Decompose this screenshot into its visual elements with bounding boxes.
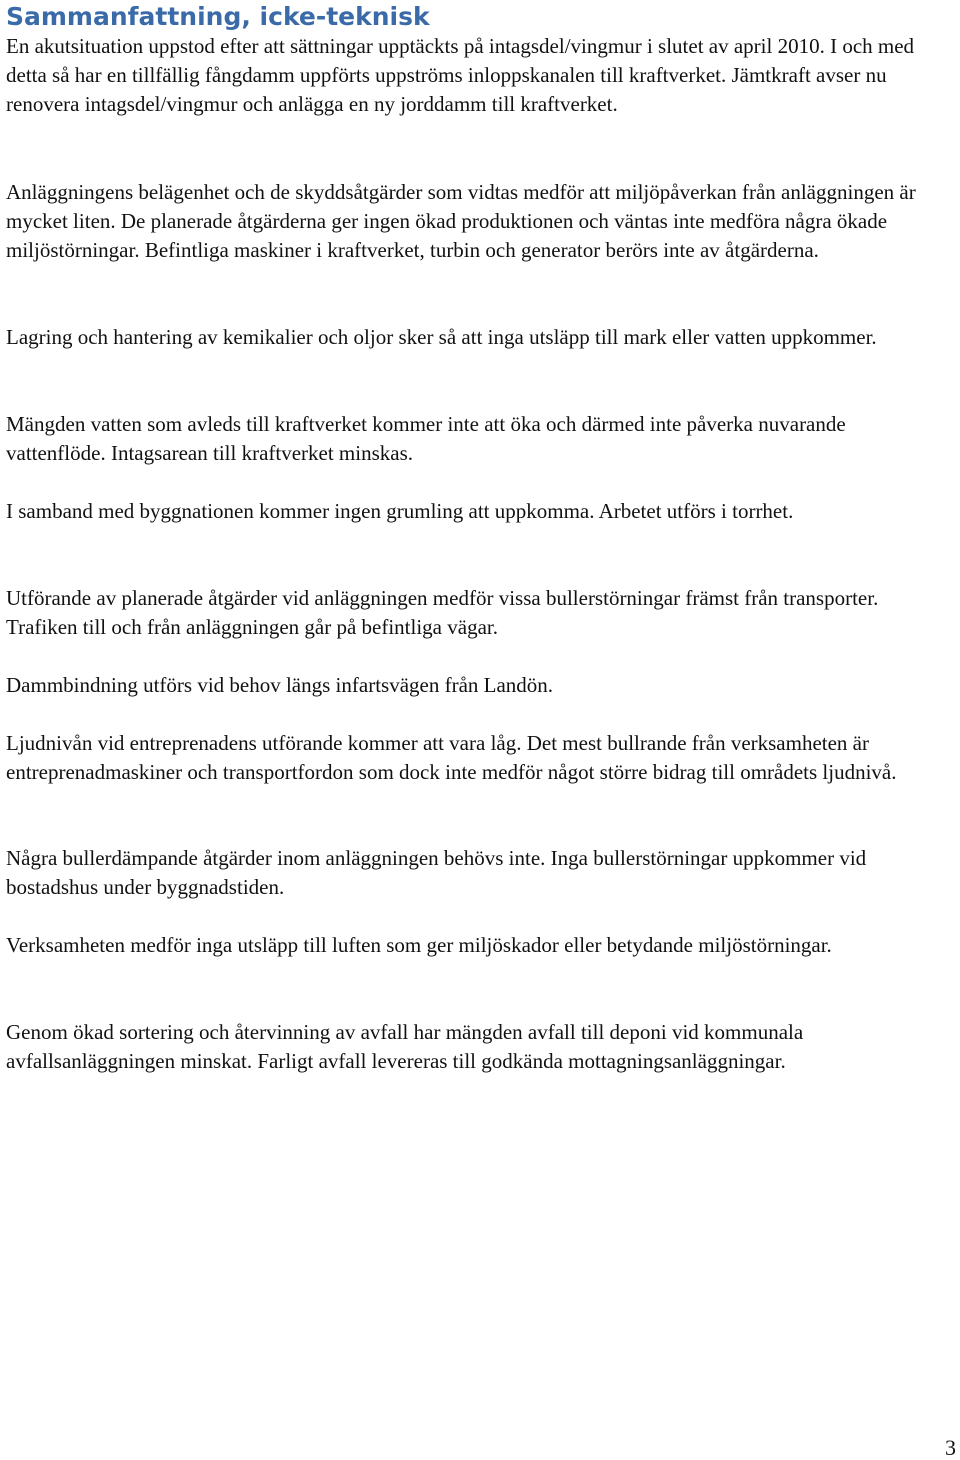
section-heading: Sammanfattning, icke-teknisk (6, 2, 430, 31)
page-number: 3 (945, 1435, 956, 1460)
paragraph-water: Mängden vatten som avleds till kraftverket kommer inte att öka och därmed inte påverka nuvarande vattenflöde. Intagsarean till kraftverket minskas. (6, 412, 846, 465)
paragraph-intro: En akutsituation uppstod efter att sättningar upptäckts på intagsdel/vingmur i slutet av april 2010. I och med detta så har en tillfällig fångdamm uppförts uppströms inloppskanalen till kraftverket. Jämtkraft avser nu renovera intagsdel/vingmur och anlägga en ny jorddamm till kraftverket. (6, 34, 915, 116)
paragraph-location: Anläggningens belägenhet och de skyddsåtgärder som vidtas medför att miljöpåverkan från anläggningen är mycket liten. De planerade åtgärderna ger ingen ökad produktionen och väntas inte medföra några ökade miljöstörningar. Befintliga maskiner i kraftverket, turbin och generator berörs inte av åtgärderna. (6, 180, 916, 262)
paragraph-construction: I samband med byggnationen kommer ingen grumling att uppkomma. Arbetet utförs i torrhet. (6, 499, 794, 523)
paragraph-noise-measures: Några bullerdämpande åtgärder inom anläggningen behövs inte. Inga bullerstörningar uppkommer vid bostadshus under byggnadstiden. (6, 846, 867, 899)
paragraph-dust: Dammbindning utförs vid behov längs infartsvägen från Landön. (6, 673, 554, 697)
paragraph-air: Verksamheten medför inga utsläpp till luften som ger miljöskador eller betydande miljöstörningar. (6, 933, 832, 957)
paragraph-waste: Genom ökad sortering och återvinning av avfall har mängden avfall till deponi vid kommunala avfallsanläggningen minskat. Farligt avfall levereras till godkända mottagningsanläggningar. (6, 1020, 804, 1073)
paragraph-chemicals: Lagring och hantering av kemikalier och oljor sker så att inga utsläpp till mark eller vatten uppkommer. (6, 325, 877, 349)
paragraph-noise-level: Ljudnivån vid entreprenadens utförande kommer att vara låg. Det mest bullrande från verksamheten är entreprenadmaskiner och transportfordon som dock inte medför något större bidrag till områdets ljudnivå. (6, 731, 897, 784)
paragraph-transport: Utförande av planerade åtgärder vid anläggningen medför vissa bullerstörningar främst från transporter. Trafiken till och från anläggningen går på befintliga vägar. (6, 586, 879, 639)
